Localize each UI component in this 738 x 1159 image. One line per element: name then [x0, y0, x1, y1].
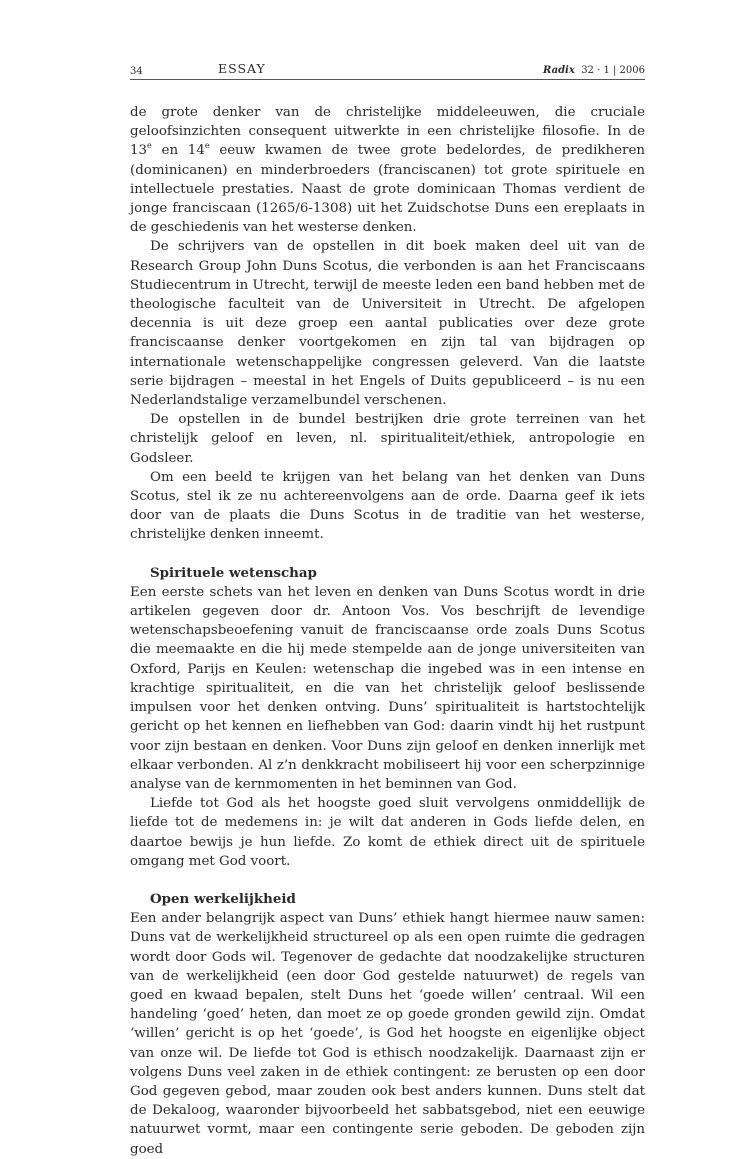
paragraph-3: De opstellen in de bundel bestrijken drie grote terreinen van het christelijk geloof en leven, nl. spiritualiteit/ethiek, antropologie en Godsleer.	[130, 412, 645, 466]
header-rule	[130, 79, 645, 80]
heading-open-werkelijkheid: Open werkelijkheid	[150, 890, 296, 907]
page-number: 34	[130, 66, 143, 77]
superscript-e: e	[147, 141, 152, 151]
journal-citation	[543, 64, 645, 78]
running-header	[130, 62, 645, 80]
paragraph-7: Een ander belangrijk aspect van Duns’ ethiek hangt hiermee nauw samen: Duns vat de werkelijkheid structureel op als een open ruimte die gedragen wordt door Gods wil. Tegenover de gedachte dat noodzakelijke structuren van de werkelijkheid (een door God gestelde natuurwet) de regels van goed en kwaad bepalen, stelt Duns het ‘goede willen’ centraal. Wil een handeling ‘goed’ heten, dan moet ze op goede gronden gewild zijn. Omdat ‘willen’ gericht is op het ‘goede’, is God het hoogste en eigenlijke object van onze wil. De liefde tot God is ethisch noodzakelijk. Daarnaast zijn er volgens Duns veel zaken in de ethiek contingent: ze berusten op een door God gegeven gebod, maar zouden ook best anders kunnen. Duns stelt dat de Dekaloog, waaronder bijvoorbeeld het sabbatsgebod, niet een eeuwige natuurwet vormt, maar een contingente serie geboden. De geboden zijn goed	[130, 911, 645, 1157]
journal-name: Radix	[543, 65, 575, 76]
superscript-e: e	[204, 141, 210, 151]
article-body	[130, 103, 645, 1159]
section-label: ESSAY	[218, 61, 266, 76]
journal-issue: 32 · 1 | 2006	[581, 65, 645, 76]
paragraph-6: Liefde tot God als het hoogste goed sluit vervolgens onmiddellijk de liefde tot de medemens in: je wilt dat anderen in Gods liefde delen, en daartoe bewijs je hun liefde. Zo komt de ethiek direct uit de spirituele omgang met God voort.	[130, 796, 645, 869]
paragraph-5: Een eerste schets van het leven en denken van Duns Scotus wordt in drie artikelen gegeven door dr. Antoon Vos. Vos beschrijft de levendige wetenschapsbeoefening vanuit de franciscaanse orde zoals Duns Scotus die meemaakte en die hij mede stempelde aan de jonge universiteiten van Oxford, Parijs en Keulen: wetenschap die ingebed was in een intense en krachtige spiritualiteit, en die van het christelijk geloof beslissende impulsen voor het denken ontving. Duns’ spiritualiteit is hartstochtelijk gericht op het kennen en liefhebben van God: daarin vindt hij het rustpunt voor zijn bestaan en denken. Voor Duns zijn geloof en denken innerlijk met elkaar verbonden. Al z’n denkkracht mobiliseert hij voor een scherpzinnige analyse van de kernmomenten in het beminnen van God.	[130, 584, 645, 792]
heading-spirituele-wetenschap: Spirituele wetenschap	[150, 564, 317, 581]
paragraph-4: Om een beeld te krijgen van het belang van het denken van Duns Scotus, stel ik ze nu achtereenvolgens aan de orde. Daarna geef ik iets door van de plaats die Duns Scotus in de traditie van het westerse, christelijke denken inneemt.	[130, 469, 645, 543]
paragraph-2: De schrijvers van de opstellen in dit boek maken deel uit van de Research Group John Duns Scotus, die verbonden is aan het Franciscaans Studiecentrum in Utrecht, terwijl de meeste leden een band hebben met de theologische faculteit van de Universiteit in Utrecht. De afgelopen decennia is uit deze groep een aantal publicaties over deze grote franciscaanse denker voortgekomen en zijn tal van bijdragen op internationale wetenschappelijke congressen geleverd. Van die laatste serie bijdragen – meestal in het Engels of Duits gepubliceerd – is nu een Nederlandstalige verzamelbundel verschenen.	[130, 239, 645, 409]
paragraph-1: de grote denker van de christelijke middeleeuwen, die cruciale geloofsinzichten consequent uitwerkte in een christelijke filosofie. In de 13e en 14e eeuw kwamen de twee grote bedelordes, de predikheren (dominicanen) en minderbroeders (franciscanen) tot grote spirituele en intellectuele prestaties. Naast de grote dominicaan Thomas verdient de jonge franciscaan (1265/6-1308) uit het Zuidschotse Duns een ereplaats in de geschiedenis van het westerse denken.	[130, 105, 646, 236]
